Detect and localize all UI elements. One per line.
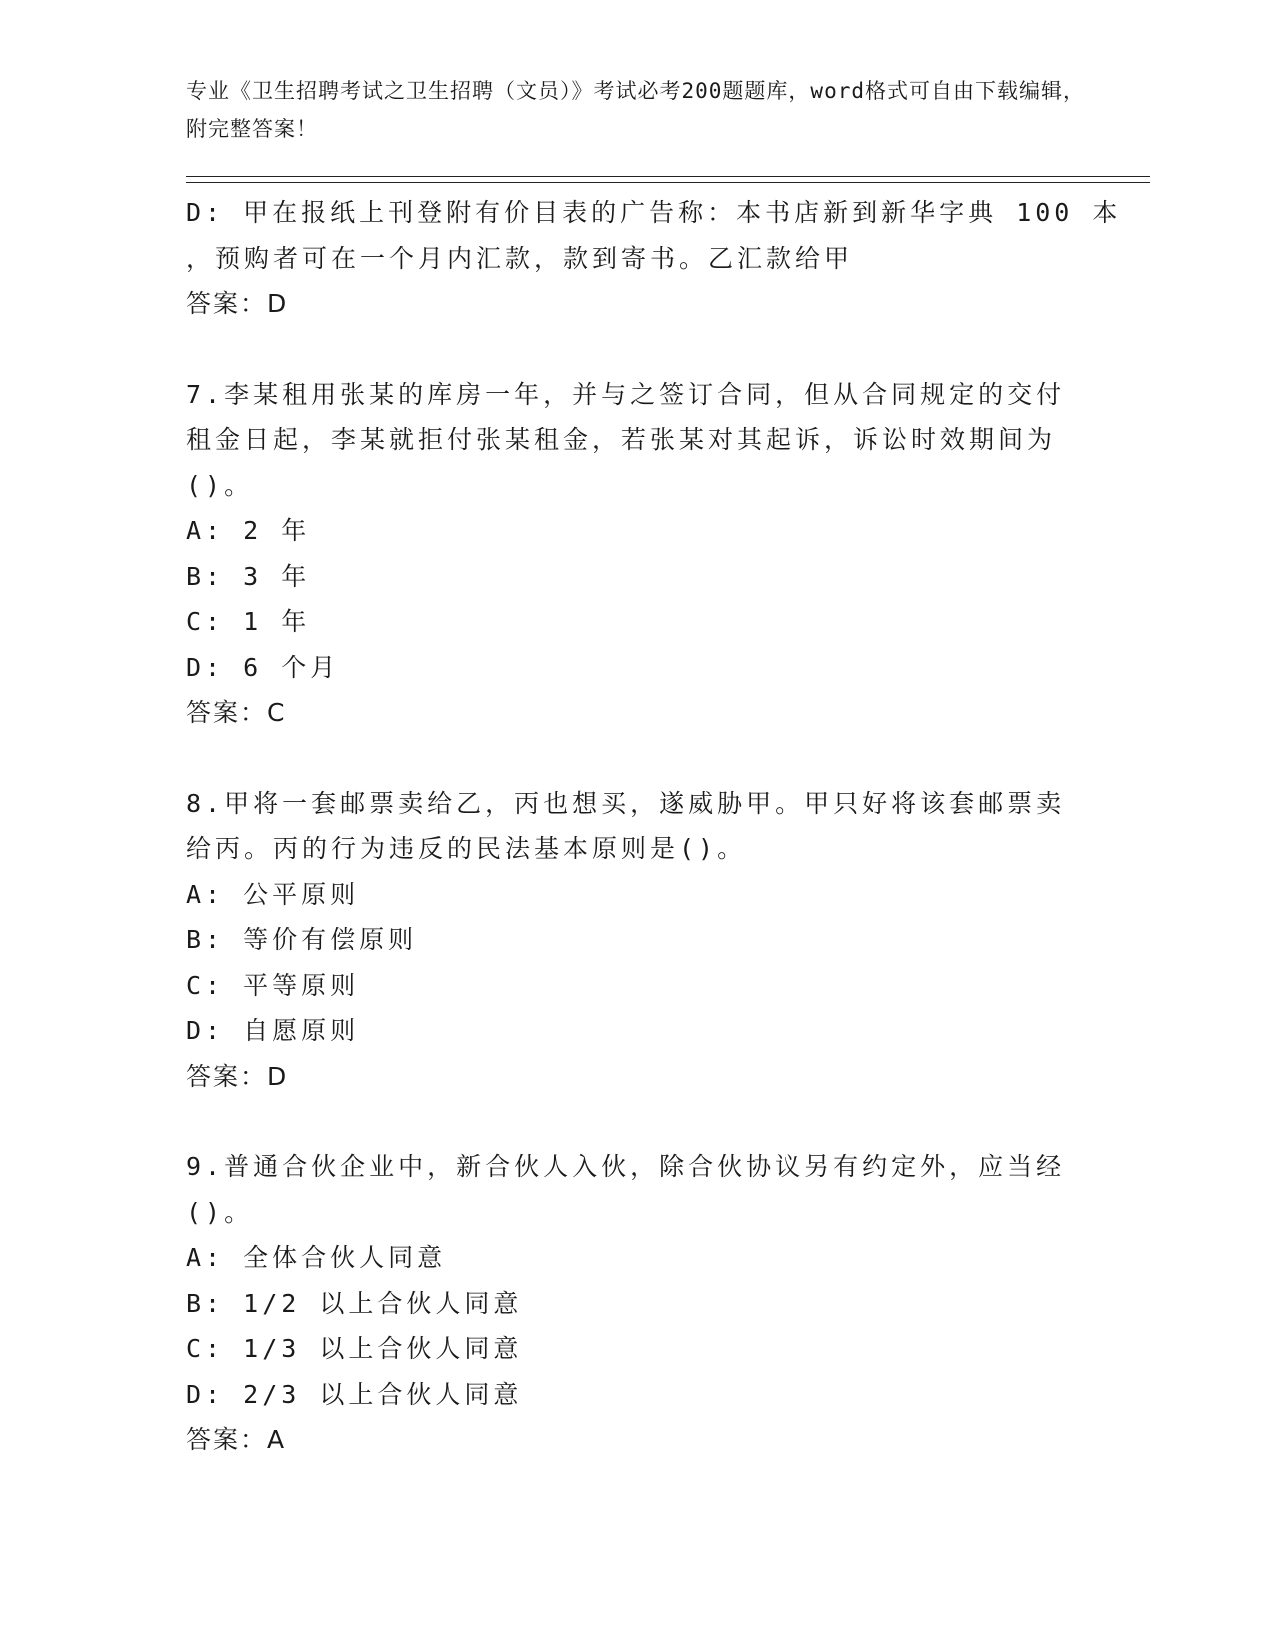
header-rule-top (186, 176, 1150, 177)
answer-line: 答案：D (186, 1061, 289, 1091)
question-stem-line: ()。 (186, 1197, 254, 1227)
option-c: C: 1 年 (186, 607, 311, 636)
previous-question-tail (186, 190, 1122, 327)
option-b: B: 1/2 以上合伙人同意 (186, 1288, 523, 1318)
question-stem-line: 7.李某租用张某的库房一年，并与之签订合同，但从合同规定的交付 (186, 379, 1066, 409)
header-rule-bottom (186, 182, 1150, 183)
question-stem-line: 8.甲将一套邮票卖给乙，丙也想买，遂威胁甲。甲只好将该套邮票卖 (186, 788, 1066, 818)
question-8 (186, 781, 1086, 1100)
option-b: B: 等价有偿原则 (186, 925, 418, 954)
option-b: B: 3 年 (186, 561, 311, 591)
option-c: C: 1/3 以上合伙人同意 (186, 1334, 523, 1363)
option-a: A: 公平原则 (186, 879, 360, 909)
document-body (186, 190, 1122, 1463)
document-header: 专业《卫生招聘考试之卫生招聘（文员）》考试必考200题题库，word格式可自由下载编辑，附完整答案！ (186, 79, 1085, 141)
option-d: D: 自愿原则 (186, 1016, 360, 1045)
question-stem-line: ()。 (186, 470, 254, 500)
answer-line: 答案：C (186, 698, 287, 727)
option-d: D: 2/3 以上合伙人同意 (186, 1379, 523, 1409)
answer-line: 答案：A (186, 1425, 287, 1454)
option-d: D: 6 个月 (186, 652, 340, 682)
question-7 (186, 372, 1086, 736)
question-stem-line: 给丙。丙的行为违反的民法基本原则是()。 (186, 834, 747, 863)
question-stem-line: 租金日起，李某就拒付张某租金，若张某对其起诉，诉讼时效期间为 (186, 425, 1057, 454)
question-9 (186, 1144, 1086, 1463)
option-a: A: 2 年 (186, 516, 311, 545)
option-d: D: 甲在报纸上刊登附有价目表的广告称：本书店新到新华字典 100 本 (186, 198, 1122, 227)
answer-line: 答案：D (186, 289, 289, 318)
option-c: C: 平等原则 (186, 970, 360, 1000)
question-stem-line: 9.普通合伙企业中，新合伙人入伙，除合伙协议另有约定外，应当经 (186, 1152, 1066, 1181)
option-d-continued: ，预购者可在一个月内汇款，款到寄书。乙汇款给甲 (186, 243, 854, 273)
option-a: A: 全体合伙人同意 (186, 1243, 447, 1272)
